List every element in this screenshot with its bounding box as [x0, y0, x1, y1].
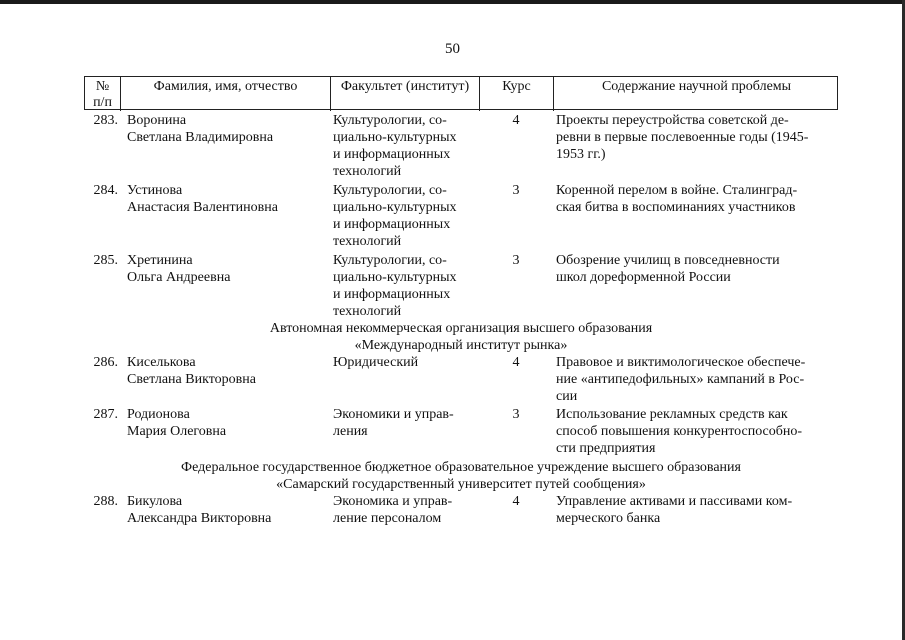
student-name: Родионова Мария Олеговна	[127, 407, 227, 439]
research-topic: Правовое и виктимологическое обеспече- ние «антипедофильных» кампаний в Рос- сии	[556, 355, 806, 404]
institution-name: «Самарский государственный университет путей сообщения»	[276, 477, 646, 492]
course-number: 4	[512, 355, 520, 370]
faculty-name: Юридический	[333, 355, 419, 370]
header-name: Фамилия, имя, отчество	[121, 77, 331, 111]
institution-heading	[84, 459, 838, 493]
header-problem: Содержание научной проблемы	[601, 79, 792, 94]
institution-type: Федеральное государственное бюджетное образовательное учреждение высшего образования	[181, 460, 741, 475]
faculty-name: Экономика и управ- ление персоналом	[333, 494, 453, 526]
course-number: 3	[512, 407, 520, 422]
research-topic: Проекты переустройства советской де- ревни в первые послевоенные годы (1945- 1953 гг.)	[556, 113, 809, 162]
course-number: 3	[512, 183, 520, 198]
header-course: Курс	[480, 77, 554, 111]
research-topic: Коренной перелом в войне. Сталинград- ская битва в воспоминаниях участников	[556, 183, 798, 215]
institution-type: Автономная некоммерческая организация высшего образования	[269, 321, 653, 336]
row-number: 285.	[93, 253, 118, 268]
research-topic: Использование рекламных средств как способ повышения конкурентоспособно- сти предприятия	[556, 407, 803, 456]
row-number: 286.	[93, 355, 118, 370]
research-topic: Обозрение училищ в повседневности школ дореформенной России	[556, 253, 780, 285]
institution-heading	[84, 320, 838, 354]
faculty-name: Экономики и управ- ления	[333, 407, 454, 439]
student-name: Устинова Анастасия Валентиновна	[127, 183, 278, 215]
course-number: 4	[512, 494, 520, 509]
header-num: № п/п	[85, 77, 121, 111]
row-number: 284.	[93, 183, 118, 198]
student-name: Хретинина Ольга Андреевна	[127, 253, 231, 285]
row-number: 287.	[93, 407, 118, 422]
faculty-name: Культурологии, со- циально-культурных и информационных технологий	[333, 113, 457, 179]
header-faculty: Факультет (институт)	[331, 77, 480, 111]
student-name: Киселькова Светлана Викторовна	[127, 355, 256, 387]
row-number: 283.	[93, 113, 118, 128]
student-name: Воронина Светлана Владимировна	[127, 113, 274, 145]
institution-name: «Международный институт рынка»	[354, 338, 568, 353]
student-name: Бикулова Александра Викторовна	[127, 494, 272, 526]
page-number: 50	[445, 41, 460, 57]
faculty-name: Культурологии, со- циально-культурных и информационных технологий	[333, 183, 457, 249]
scan-border-top	[0, 0, 905, 4]
course-number: 3	[512, 253, 520, 268]
row-number: 288.	[93, 494, 118, 509]
research-topic: Управление активами и пассивами ком- мерческого банка	[556, 494, 793, 526]
table-header	[84, 76, 838, 110]
faculty-name: Культурологии, со- циально-культурных и информационных технологий	[333, 253, 457, 319]
course-number: 4	[512, 113, 520, 128]
